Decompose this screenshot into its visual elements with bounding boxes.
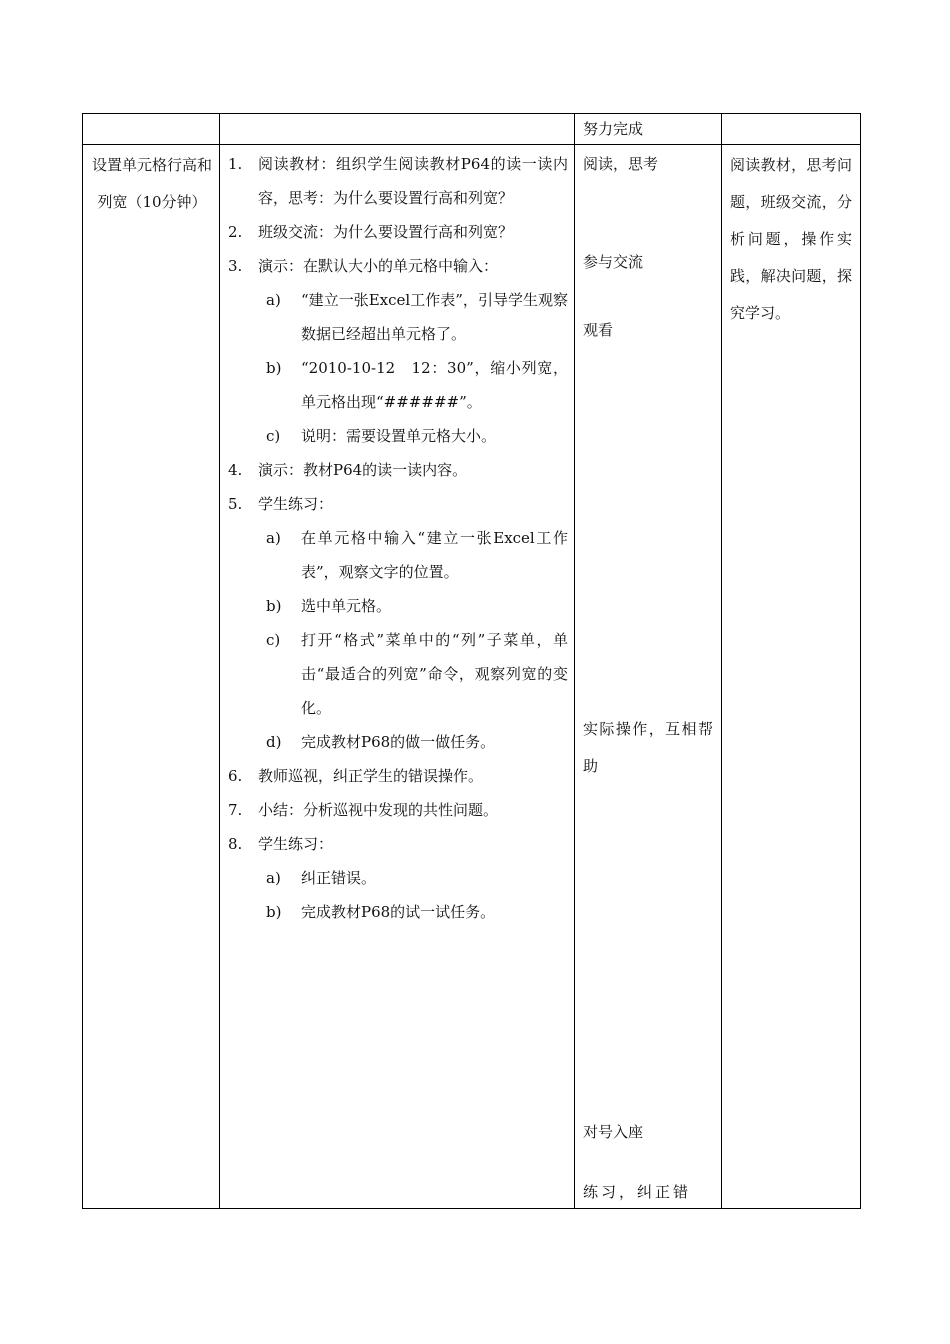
step-number: 2.	[228, 223, 243, 241]
step-item	[228, 215, 568, 249]
cell-design-intent	[722, 145, 861, 1209]
cell-empty	[220, 114, 575, 145]
step-item	[228, 147, 568, 215]
substep-letter: b)	[266, 359, 282, 377]
step-item	[228, 793, 568, 827]
substep-item	[228, 521, 568, 589]
substep-item	[228, 895, 568, 929]
substep-letter: a)	[266, 291, 281, 309]
step-text: 在单元格中输入“建立一张Excel工作表”，观察文字的位置。	[301, 529, 568, 581]
student-activity-list	[575, 145, 721, 1207]
substep-letter: c)	[266, 427, 281, 445]
teacher-steps	[220, 145, 574, 929]
step-number: 3.	[228, 257, 243, 275]
step-text: 演示：教材P64的读一读内容。	[258, 461, 468, 479]
student-activity-item: 观看	[583, 321, 614, 339]
step-text: 打开“格式”菜单中的“列”子菜单，单击“最适合的列宽”命令，观察列宽的变化。	[301, 631, 568, 717]
step-item	[228, 487, 568, 521]
substep-item	[228, 589, 568, 623]
step-text: “建立一张Excel工作表”，引导学生观察数据已经超出单元格了。	[301, 291, 568, 343]
step-text: 演示：在默认大小的单元格中输入：	[258, 257, 499, 275]
student-activity-item: 实际操作，互相帮助	[583, 720, 713, 775]
substep-item	[228, 283, 568, 351]
student-activity-item: 阅读，思考	[583, 155, 659, 173]
step-item	[228, 453, 568, 487]
step-number: 8.	[228, 835, 243, 853]
substep-item	[228, 351, 568, 419]
substep-letter: d)	[266, 733, 282, 751]
step-text: 完成教材P68的做一做任务。	[301, 733, 496, 751]
cell-topic	[83, 145, 220, 1209]
step-text: 教师巡视，纠正学生的错误操作。	[258, 767, 484, 785]
substep-item	[228, 623, 568, 725]
student-activity-item: 练习，纠正错	[583, 1183, 692, 1201]
step-text: 学生练习：	[258, 495, 334, 513]
cell-empty	[722, 114, 861, 145]
step-text: 说明：需要设置单元格大小。	[301, 427, 497, 445]
student-activity-text: 努力完成	[583, 120, 644, 138]
step-number: 5.	[228, 495, 243, 513]
cell-empty	[83, 114, 220, 145]
table-row	[83, 114, 861, 145]
student-activity-item: 对号入座	[583, 1123, 644, 1141]
step-text: 班级交流：为什么要设置行高和列宽？	[258, 223, 514, 241]
substep-item	[228, 419, 568, 453]
step-text: 纠正错误。	[301, 869, 377, 887]
topic-text: 设置单元格行高和列宽（10分钟）	[91, 156, 212, 211]
cell-teacher-activity	[220, 145, 575, 1209]
step-number: 6.	[228, 767, 243, 785]
step-number: 7.	[228, 801, 243, 819]
step-text: 学生练习：	[258, 835, 334, 853]
design-intent-text: 阅读教材，思考问题，班级交流，分析问题，操作实践，解决问题，探究学习。	[730, 156, 852, 322]
substep-letter: b)	[266, 597, 282, 615]
lesson-plan-table	[82, 113, 861, 1209]
step-item	[228, 759, 568, 793]
table-row	[83, 145, 861, 1209]
step-text: “2010-10-12 12：30”，缩小列宽，单元格出现“######”。	[301, 359, 568, 411]
substep-letter: b)	[266, 903, 282, 921]
cell-student-activity-top	[575, 114, 722, 145]
substep-letter: a)	[266, 869, 281, 887]
step-text: 完成教材P68的试一试任务。	[301, 903, 496, 921]
step-number: 1.	[228, 155, 243, 173]
substep-letter: a)	[266, 529, 281, 547]
step-text: 小结：分析巡视中发现的共性问题。	[258, 801, 499, 819]
step-text: 阅读教材：组织学生阅读教材P64的读一读内容，思考：为什么要设置行高和列宽？	[258, 155, 568, 207]
substep-item	[228, 725, 568, 759]
substep-letter: c)	[266, 631, 281, 649]
step-number: 4.	[228, 461, 243, 479]
step-item	[228, 249, 568, 283]
student-activity-item: 参与交流	[583, 253, 644, 271]
step-item	[228, 827, 568, 861]
cell-student-activity	[575, 145, 722, 1209]
step-text: 选中单元格。	[301, 597, 392, 615]
substep-item	[228, 861, 568, 895]
